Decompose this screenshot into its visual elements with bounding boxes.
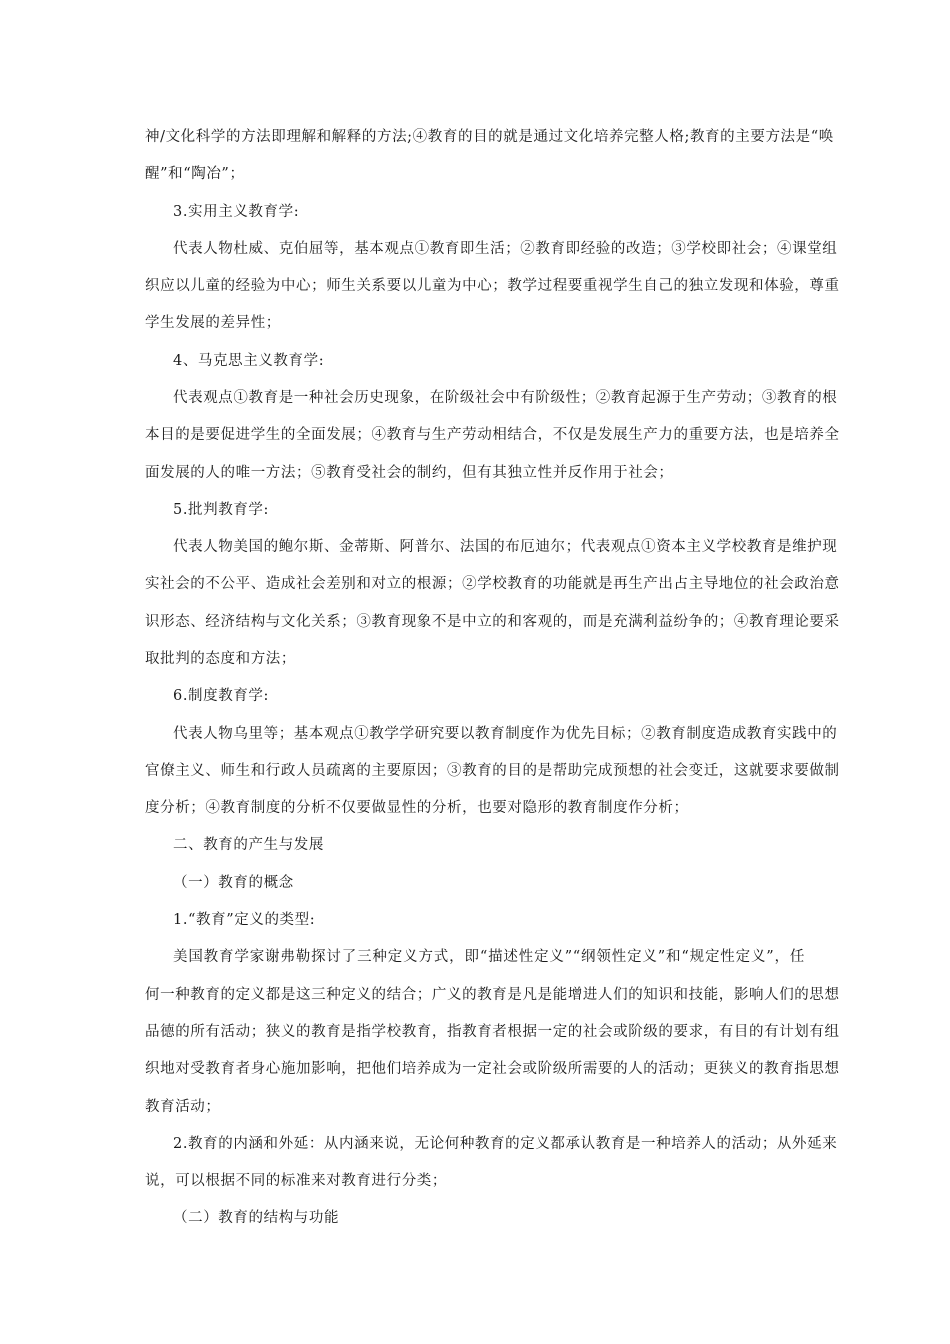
paragraph-line: 度分析；④教育制度的分析不仅要做显性的分析，也要对隐形的教育制度作分析； <box>145 800 689 816</box>
section-heading: 4、马克思主义教育学: <box>173 353 325 369</box>
paragraph-line: 教育活动； <box>145 1099 221 1115</box>
paragraph-line: 识形态、经济结构与文化关系；③教育现象不是中立的和客观的，而是充满利益纷争的；④教育理论要采 <box>145 614 840 630</box>
paragraph-line: 2.教育的内涵和外延：从内涵来说，无论何种教育的定义都承认教育是一种培养人的活动；从外延来 <box>173 1136 838 1152</box>
paragraph-line: 本目的是要促进学生的全面发展；④教育与生产劳动相结合，不仅是发展生产力的重要方法，也是培养全 <box>145 427 840 443</box>
paragraph-line: 面发展的人的唯一方法；⑤教育受社会的制约，但有其独立性并反作用于社会； <box>145 465 674 481</box>
paragraph-line: 代表人物美国的鲍尔斯、金蒂斯、阿普尔、法国的布厄迪尔；代表观点①资本主义学校教育是维护现 <box>173 539 838 555</box>
subsection-heading: （一）教育的概念 <box>173 875 294 891</box>
paragraph-line: 说，可以根据不同的标准来对教育进行分类； <box>145 1173 447 1189</box>
paragraph-line: 取批判的态度和方法； <box>145 651 296 667</box>
paragraph-line: 织应以儿童的经验为中心；师生关系要以儿童为中心；教学过程要重视学生自己的独立发现和体验，尊重 <box>145 278 840 294</box>
chapter-heading: 二、教育的产生与发展 <box>173 837 324 853</box>
paragraph-line: 品德的所有活动；狭义的教育是指学校教育，指教育者根据一定的社会或阶级的要求，有目的有计划有组 <box>145 1024 840 1040</box>
section-heading: 6.制度教育学: <box>173 688 270 704</box>
subsection-heading: （二）教育的结构与功能 <box>173 1210 340 1226</box>
paragraph-line: 美国教育学家谢弗勒探讨了三种定义方式，即“描述性定义”“纲领性定义”和“规定性定义”，任 <box>173 949 805 965</box>
paragraph-line: 代表人物乌里等；基本观点①教学学研究要以教育制度作为优先目标；②教育制度造成教育实践中的 <box>173 726 838 742</box>
paragraph-line: 学生发展的差异性； <box>145 315 281 331</box>
paragraph-line: 代表人物杜威、克伯屈等，基本观点①教育即生活；②教育即经验的改造；③学校即社会；④课堂组 <box>173 241 838 257</box>
paragraph-line: 织地对受教育者身心施加影响，把他们培养成为一定社会或阶级所需要的人的活动；更狭义的教育指思想 <box>145 1061 840 1077</box>
paragraph-line: 实社会的不公平、造成社会差别和对立的根源；②学校教育的功能就是再生产出占主导地位的社会政治意 <box>145 576 840 592</box>
paragraph-line: 代表观点①教育是一种社会历史现象，在阶级社会中有阶级性；②教育起源于生产劳动；③教育的根 <box>173 390 838 406</box>
section-heading: 1.“教育”定义的类型: <box>173 912 316 928</box>
section-heading: 3.实用主义教育学: <box>173 204 300 220</box>
paragraph-line: 神/文化科学的方法即理解和解释的方法;④教育的目的就是通过文化培养完整人格;教育的主要方法是“唤 <box>145 129 834 145</box>
paragraph-line: 何一种教育的定义都是这三种定义的结合；广义的教育是凡是能增进人们的知识和技能，影响人们的思想 <box>145 987 840 1003</box>
paragraph-line: 官僚主义、师生和行政人员疏离的主要原因；③教育的目的是帮助完成预想的社会变迁，这就要求要做制 <box>145 763 840 779</box>
paragraph-line: 醒”和“陶冶”； <box>145 166 245 182</box>
section-heading: 5.批判教育学: <box>173 502 270 518</box>
